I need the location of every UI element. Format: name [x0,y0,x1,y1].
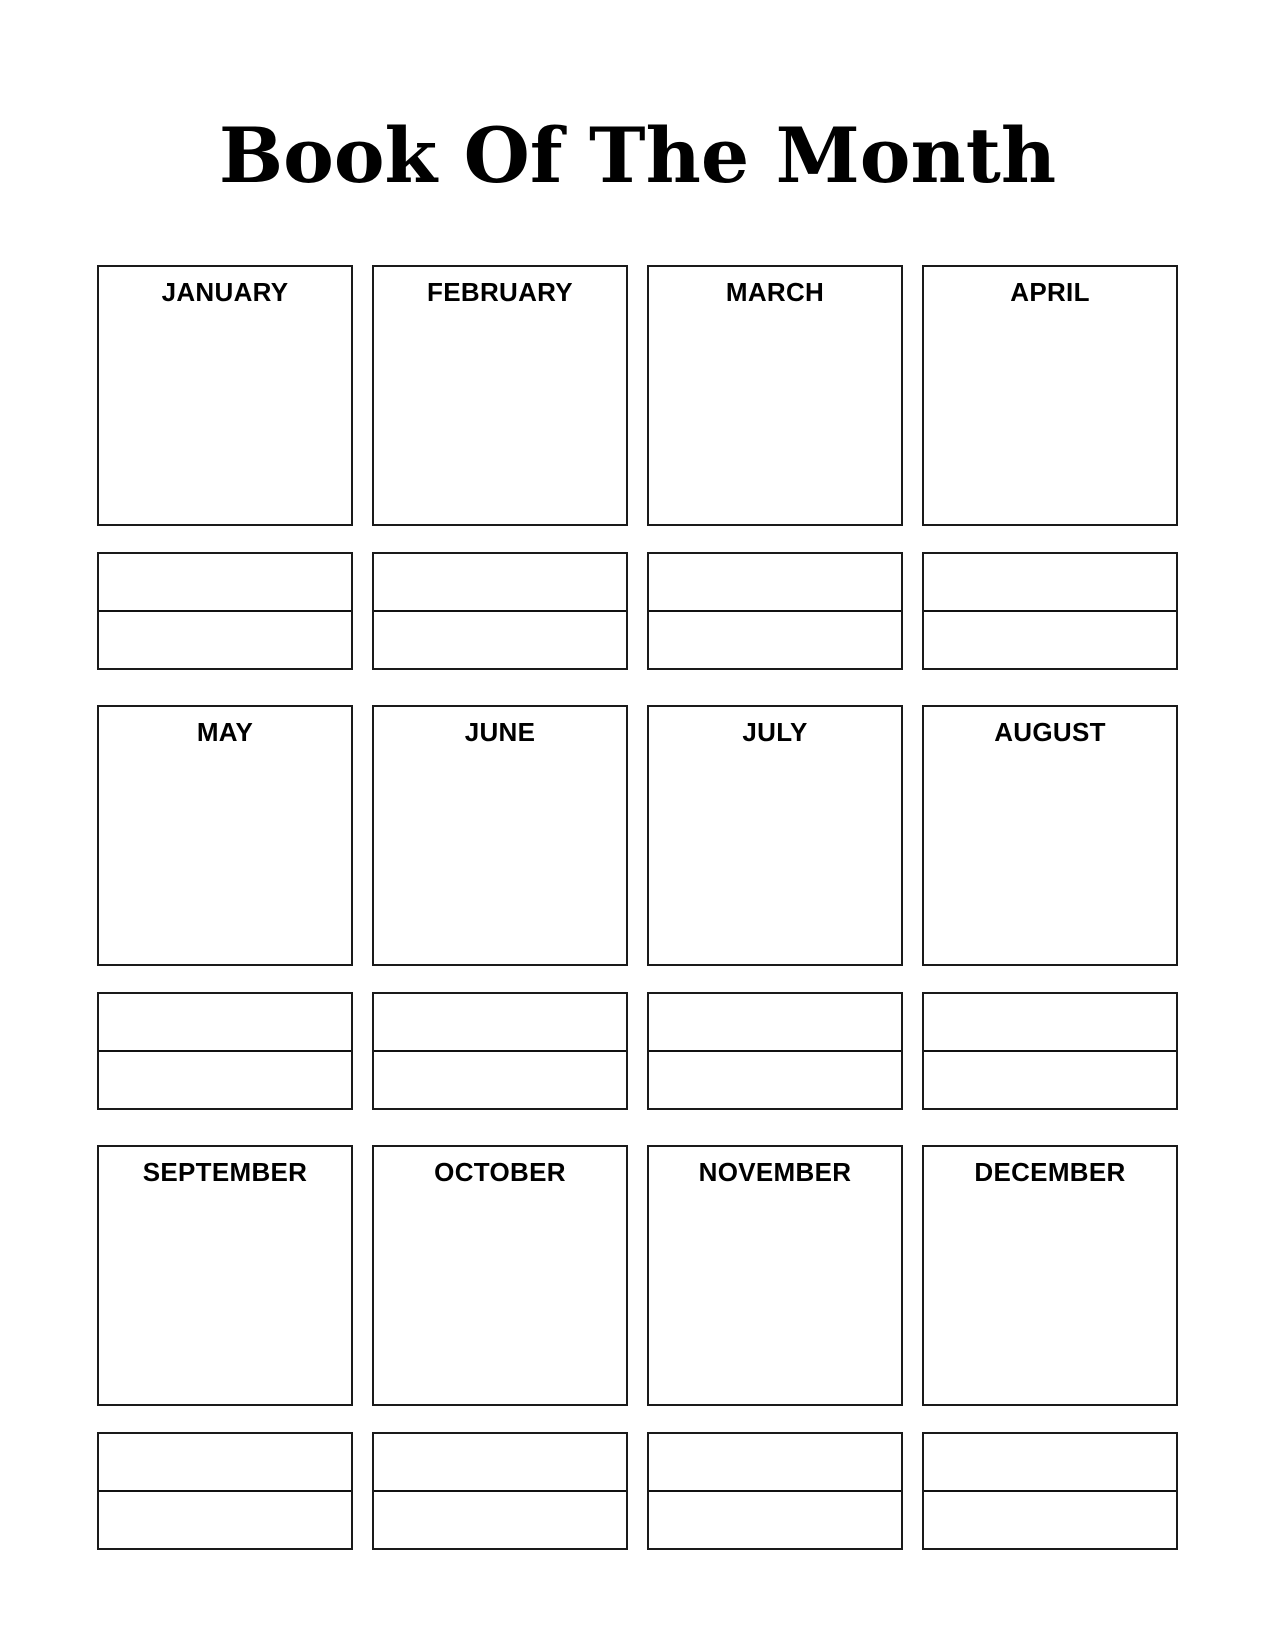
book-title-field[interactable] [374,994,626,1052]
month-cell-september [97,1145,353,1550]
book-cover-box-october[interactable] [372,1145,628,1406]
book-title-field[interactable] [99,1434,351,1492]
month-label: FEBRUARY [427,277,573,307]
book-author-field[interactable] [99,612,351,668]
month-label: JULY [742,717,808,747]
month-label: NOVEMBER [698,1157,852,1187]
month-cell-october [372,1145,628,1550]
month-cell-march [647,265,903,670]
book-details-box-december [922,1432,1178,1550]
month-cell-april [922,265,1178,670]
book-title-field[interactable] [649,994,901,1052]
book-title-field[interactable] [99,994,351,1052]
months-row-3 [97,1145,1178,1550]
month-label: MAY [196,717,254,747]
book-author-field[interactable] [649,1052,901,1108]
month-cell-june [372,705,628,1110]
months-grid [97,265,1178,1550]
month-label: JANUARY [161,277,289,307]
book-cover-box-december[interactable] [922,1145,1178,1406]
book-cover-box-april[interactable] [922,265,1178,526]
book-cover-box-march[interactable] [647,265,903,526]
book-author-field[interactable] [99,1052,351,1108]
month-cell-january [97,265,353,670]
book-cover-box-july[interactable] [647,705,903,966]
book-author-field[interactable] [374,1492,626,1548]
book-title-field[interactable] [924,554,1176,612]
months-row-1 [97,265,1178,670]
book-details-box-september [97,1432,353,1550]
month-label: DECEMBER [974,1157,1126,1187]
month-cell-february [372,265,628,670]
book-cover-box-june[interactable] [372,705,628,966]
book-details-box-january [97,552,353,670]
book-details-box-august [922,992,1178,1110]
page-title: Book Of The Month [218,111,1057,200]
months-row-2 [97,705,1178,1110]
book-title-field[interactable] [924,994,1176,1052]
month-label: JUNE [464,717,536,747]
book-author-field[interactable] [374,612,626,668]
book-author-field[interactable] [99,1492,351,1548]
month-label: MARCH [725,277,825,307]
book-details-box-july [647,992,903,1110]
book-cover-box-january[interactable] [97,265,353,526]
book-author-field[interactable] [924,1492,1176,1548]
book-details-box-may [97,992,353,1110]
book-cover-box-november[interactable] [647,1145,903,1406]
book-title-field[interactable] [649,1434,901,1492]
book-author-field[interactable] [649,612,901,668]
book-title-field[interactable] [924,1434,1176,1492]
book-title-field[interactable] [374,554,626,612]
book-title-field[interactable] [649,554,901,612]
book-title-field[interactable] [374,1434,626,1492]
month-cell-july [647,705,903,1110]
book-details-box-april [922,552,1178,670]
month-label: AUGUST [994,717,1106,747]
month-label: SEPTEMBER [142,1157,308,1187]
book-title-field[interactable] [99,554,351,612]
month-cell-may [97,705,353,1110]
book-details-box-february [372,552,628,670]
book-cover-box-august[interactable] [922,705,1178,966]
book-cover-box-february[interactable] [372,265,628,526]
book-details-box-june [372,992,628,1110]
book-cover-box-may[interactable] [97,705,353,966]
book-cover-box-september[interactable] [97,1145,353,1406]
book-details-box-march [647,552,903,670]
book-author-field[interactable] [649,1492,901,1548]
book-author-field[interactable] [924,612,1176,668]
month-cell-december [922,1145,1178,1550]
month-cell-august [922,705,1178,1110]
month-cell-november [647,1145,903,1550]
book-details-box-november [647,1432,903,1550]
month-label: APRIL [1010,277,1090,307]
book-author-field[interactable] [924,1052,1176,1108]
book-author-field[interactable] [374,1052,626,1108]
month-label: OCTOBER [434,1157,566,1187]
book-details-box-october [372,1432,628,1550]
